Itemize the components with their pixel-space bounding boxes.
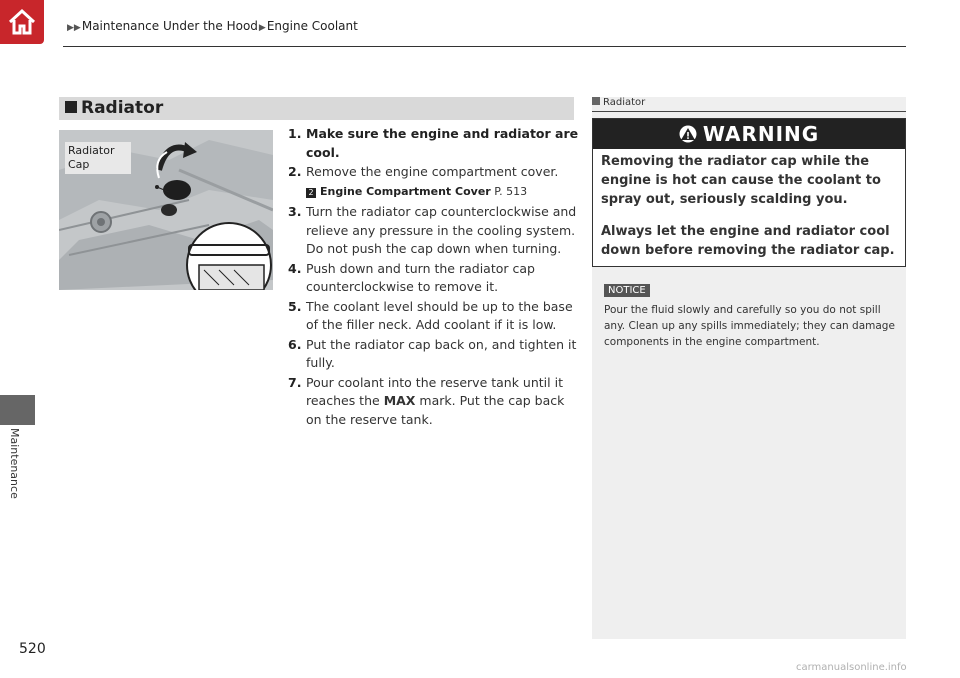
radiator-cap-callout bbox=[65, 142, 131, 174]
step-1: 1. Make sure the engine and radiator are cool. bbox=[288, 126, 579, 160]
header-divider bbox=[63, 46, 906, 47]
section-title: Radiator bbox=[81, 98, 164, 118]
section-square-icon bbox=[65, 101, 77, 113]
page-number: 520 bbox=[19, 641, 46, 657]
breadcrumb bbox=[66, 19, 358, 33]
notice-badge: NOTICE bbox=[604, 284, 650, 297]
home-icon bbox=[6, 6, 38, 38]
callout-line-1: Radiator bbox=[68, 144, 115, 157]
breadcrumb-arrow-icon: ▶ bbox=[258, 23, 266, 33]
step-5: 5. The coolant level should be up to the base of the filler neck. Add coolant if it is low. bbox=[288, 298, 573, 332]
side-notes-divider bbox=[592, 111, 906, 112]
cross-reference-link[interactable] bbox=[288, 183, 580, 202]
step-4: 4. Push down and turn the radiator cap counterclockwise to remove it. bbox=[288, 260, 535, 294]
warning-heading: WARNING bbox=[593, 119, 905, 149]
reference-arrow-icon: 2 bbox=[306, 188, 316, 198]
chapter-label: Maintenance bbox=[8, 428, 21, 499]
warning-alert-icon bbox=[679, 125, 697, 143]
watermark: carmanualsonline.info bbox=[796, 662, 907, 673]
chapter-tab[interactable] bbox=[0, 395, 35, 425]
warning-text-1: Removing the radiator cap while the engine is hot can cause the coolant to spray out, seriously scalding you. bbox=[601, 154, 881, 207]
callout-line-2: Cap bbox=[68, 158, 90, 171]
warning-text-2: Always let the engine and radiator cool down before removing the radiator cap. bbox=[601, 224, 895, 258]
radiator-cap-figure bbox=[59, 130, 273, 290]
warning-box bbox=[592, 118, 906, 267]
reference-title: Engine Compartment Cover bbox=[320, 184, 491, 198]
step-3: 3. Turn the radiator cap counterclockwise and relieve any pressure in the cooling system. Do not push the cap down when turning. bbox=[288, 204, 577, 256]
step-2: 2. Remove the engine compartment cover. bbox=[288, 164, 559, 179]
breadcrumb-current: Engine Coolant bbox=[266, 19, 358, 33]
max-mark: MAX bbox=[383, 393, 416, 408]
note-icon bbox=[592, 97, 600, 105]
breadcrumb-arrow-icon: ▶▶ bbox=[67, 23, 81, 33]
step-6: 6. Put the radiator cap back on, and tighten it fully. bbox=[288, 336, 577, 370]
step-7: 7. Pour coolant into the reserve tank until it reaches the MAX mark. Put the cap back on the reserve tank. bbox=[288, 374, 565, 427]
reference-page: P. 513 bbox=[494, 184, 528, 198]
home-button[interactable] bbox=[0, 0, 44, 44]
steps-list bbox=[288, 125, 580, 430]
side-notes-title: Radiator bbox=[592, 97, 645, 108]
notice-text: Pour the fluid slowly and carefully so you do not spill any. Clean up any spills immediately; they can damage components in the engine compartment. bbox=[604, 304, 895, 348]
side-notes bbox=[592, 97, 906, 639]
section-header bbox=[59, 97, 574, 120]
breadcrumb-link-maintenance[interactable]: Maintenance Under the Hood bbox=[81, 19, 258, 33]
